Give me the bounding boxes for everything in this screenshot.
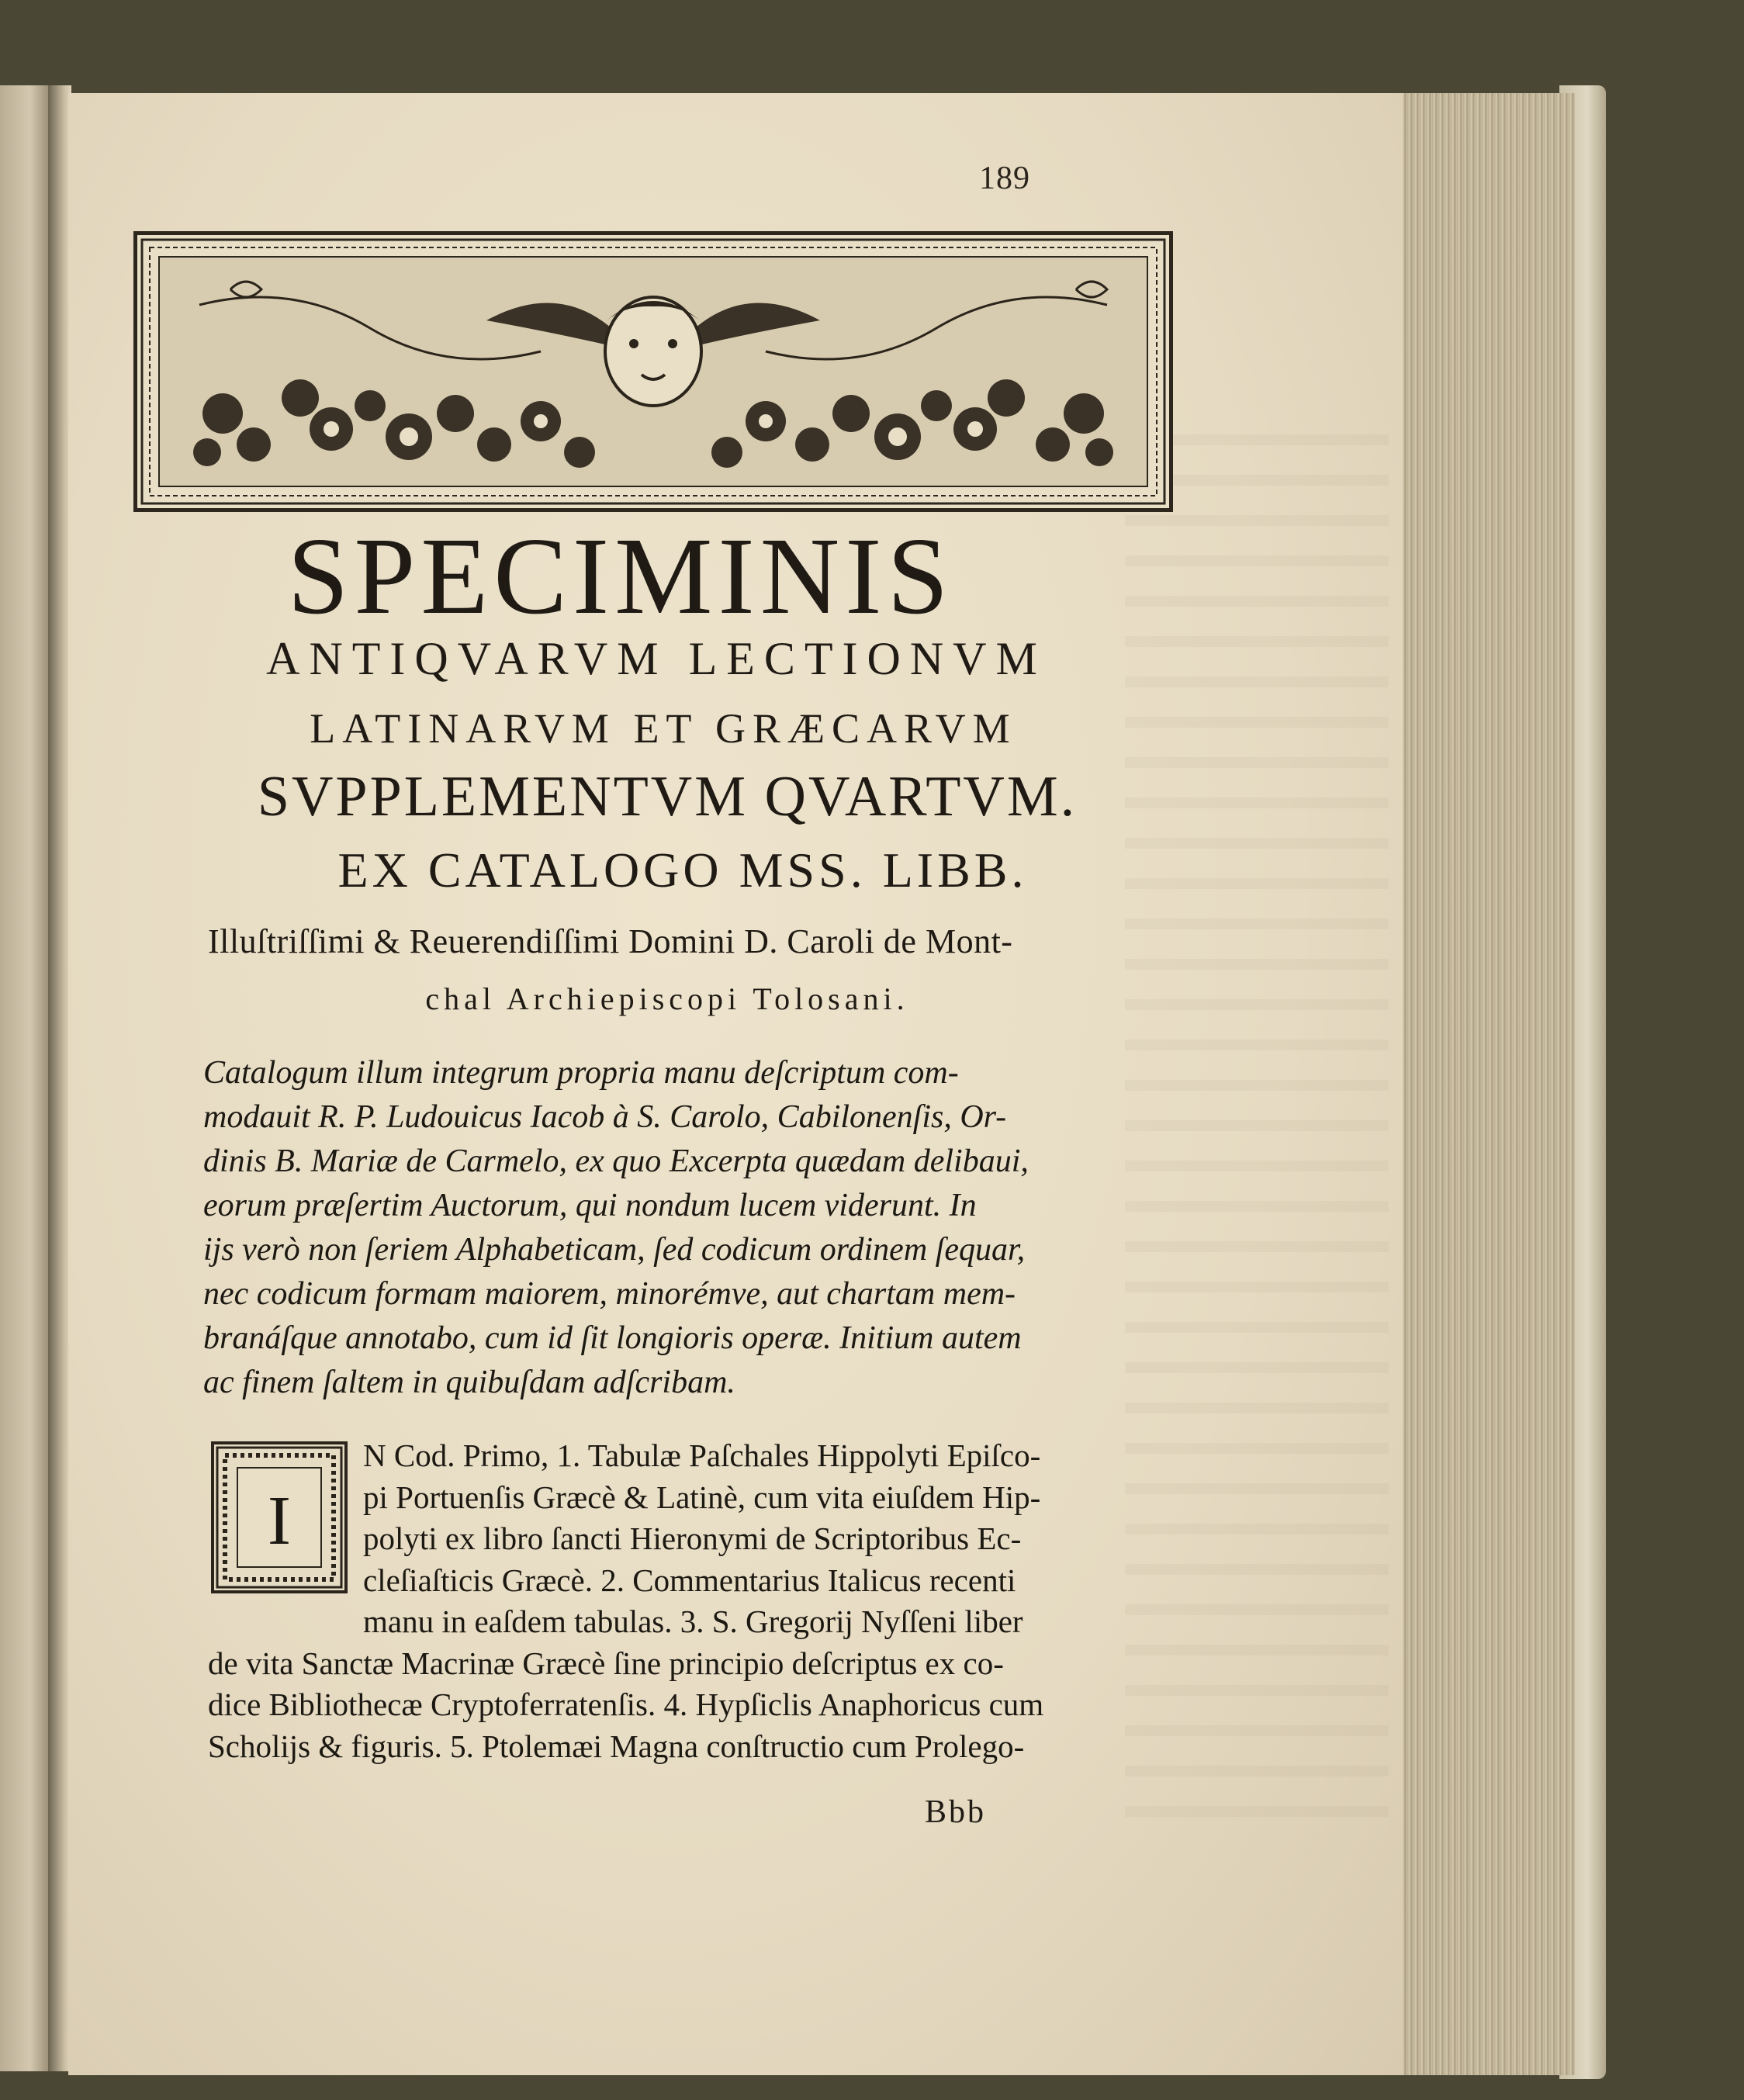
entry-paragraph <box>208 1435 1162 1767</box>
page-number: 189 <box>979 161 1030 196</box>
entry-line: N Cod. Primo, 1. Tabulæ Paſchales Hippolyti Epiſco- <box>363 1437 1041 1473</box>
entry-line: dice Bibliothecæ Cryptoferratenſis. 4. Hypſiclis Anaphoricus cum <box>208 1687 1044 1722</box>
intro-line: Catalogum illum integrum propria manu deſcriptum com- <box>203 1055 959 1091</box>
page-fore-edge <box>1389 93 1575 2075</box>
title-latinarum-graecarum: LATINARVM ET GRÆCARVM <box>310 705 1017 752</box>
dropcap-letter: I <box>268 1482 291 1559</box>
title-ex-catalogo: EX CATALOGO MSS. LIBB. <box>337 842 1028 898</box>
signature-mark: Bbb <box>925 1794 987 1830</box>
entry-line: polyti ex libro ſancti Hieronymi de Scriptoribus Ec- <box>363 1521 1022 1556</box>
intro-line: modauit R. P. Ludouicus Iacob à S. Carolo, Cabilonenſis, Or- <box>203 1099 1007 1135</box>
intro-line: dinis B. Mariæ de Carmelo, ex quo Excerpta quædam delibaui, <box>203 1143 1029 1179</box>
left-page-edge <box>0 85 54 2071</box>
headpiece-ornament <box>133 231 1173 512</box>
intro-line: ac finem ſaltem in quibuſdam adſcribam. <box>203 1365 735 1400</box>
title-antiquarum-lectionum: ANTIQVARVM LECTIONVM <box>266 633 1047 684</box>
entry-line: de vita Sanctæ Macrinæ Græcè ſine principio deſcriptus ex co- <box>208 1645 1004 1681</box>
intro-paragraph <box>203 1051 1165 1405</box>
title-speciminis: SPECIMINIS <box>287 514 954 637</box>
entry-line: pi Portuenſis Græcè & Latinè, cum vita eiuſdem Hip- <box>363 1479 1041 1515</box>
entry-line: cleſiaſticis Græcè. 2. Commentarius Italicus recenti <box>363 1562 1016 1598</box>
intro-line: branáſque annotabo, cum id ſit longioris operæ. Initium autem <box>203 1320 1022 1356</box>
title-dedication: Illuſtriſſimi & Reuerendiſſimi Domini D. Caroli de Mont- <box>208 922 1013 960</box>
title-supplementum-quartum: SVPPLEMENTVM QVARTVM. <box>257 765 1078 829</box>
intro-line: eorum præſertim Auctorum, qui nondum lucem viderunt. In <box>203 1188 977 1223</box>
cherub-garland-woodcut-icon <box>137 235 1169 508</box>
title-dedication-continued: chal Archiepiscopi Tolosani. <box>425 981 909 1016</box>
entry-line: Scholijs & figuris. 5. Ptolemæi Magna conſtructio cum Prolego- <box>208 1728 1025 1764</box>
intro-line: ijs verò non ſeriem Alphabeticam, ſed codicum ordinem ſequar, <box>203 1232 1026 1268</box>
entry-line: manu in eaſdem tabulas. 3. S. Gregorij Nyſſeni liber <box>363 1604 1023 1639</box>
intro-line: nec codicum formam maiorem, minorémve, aut chartam mem- <box>203 1276 1016 1312</box>
